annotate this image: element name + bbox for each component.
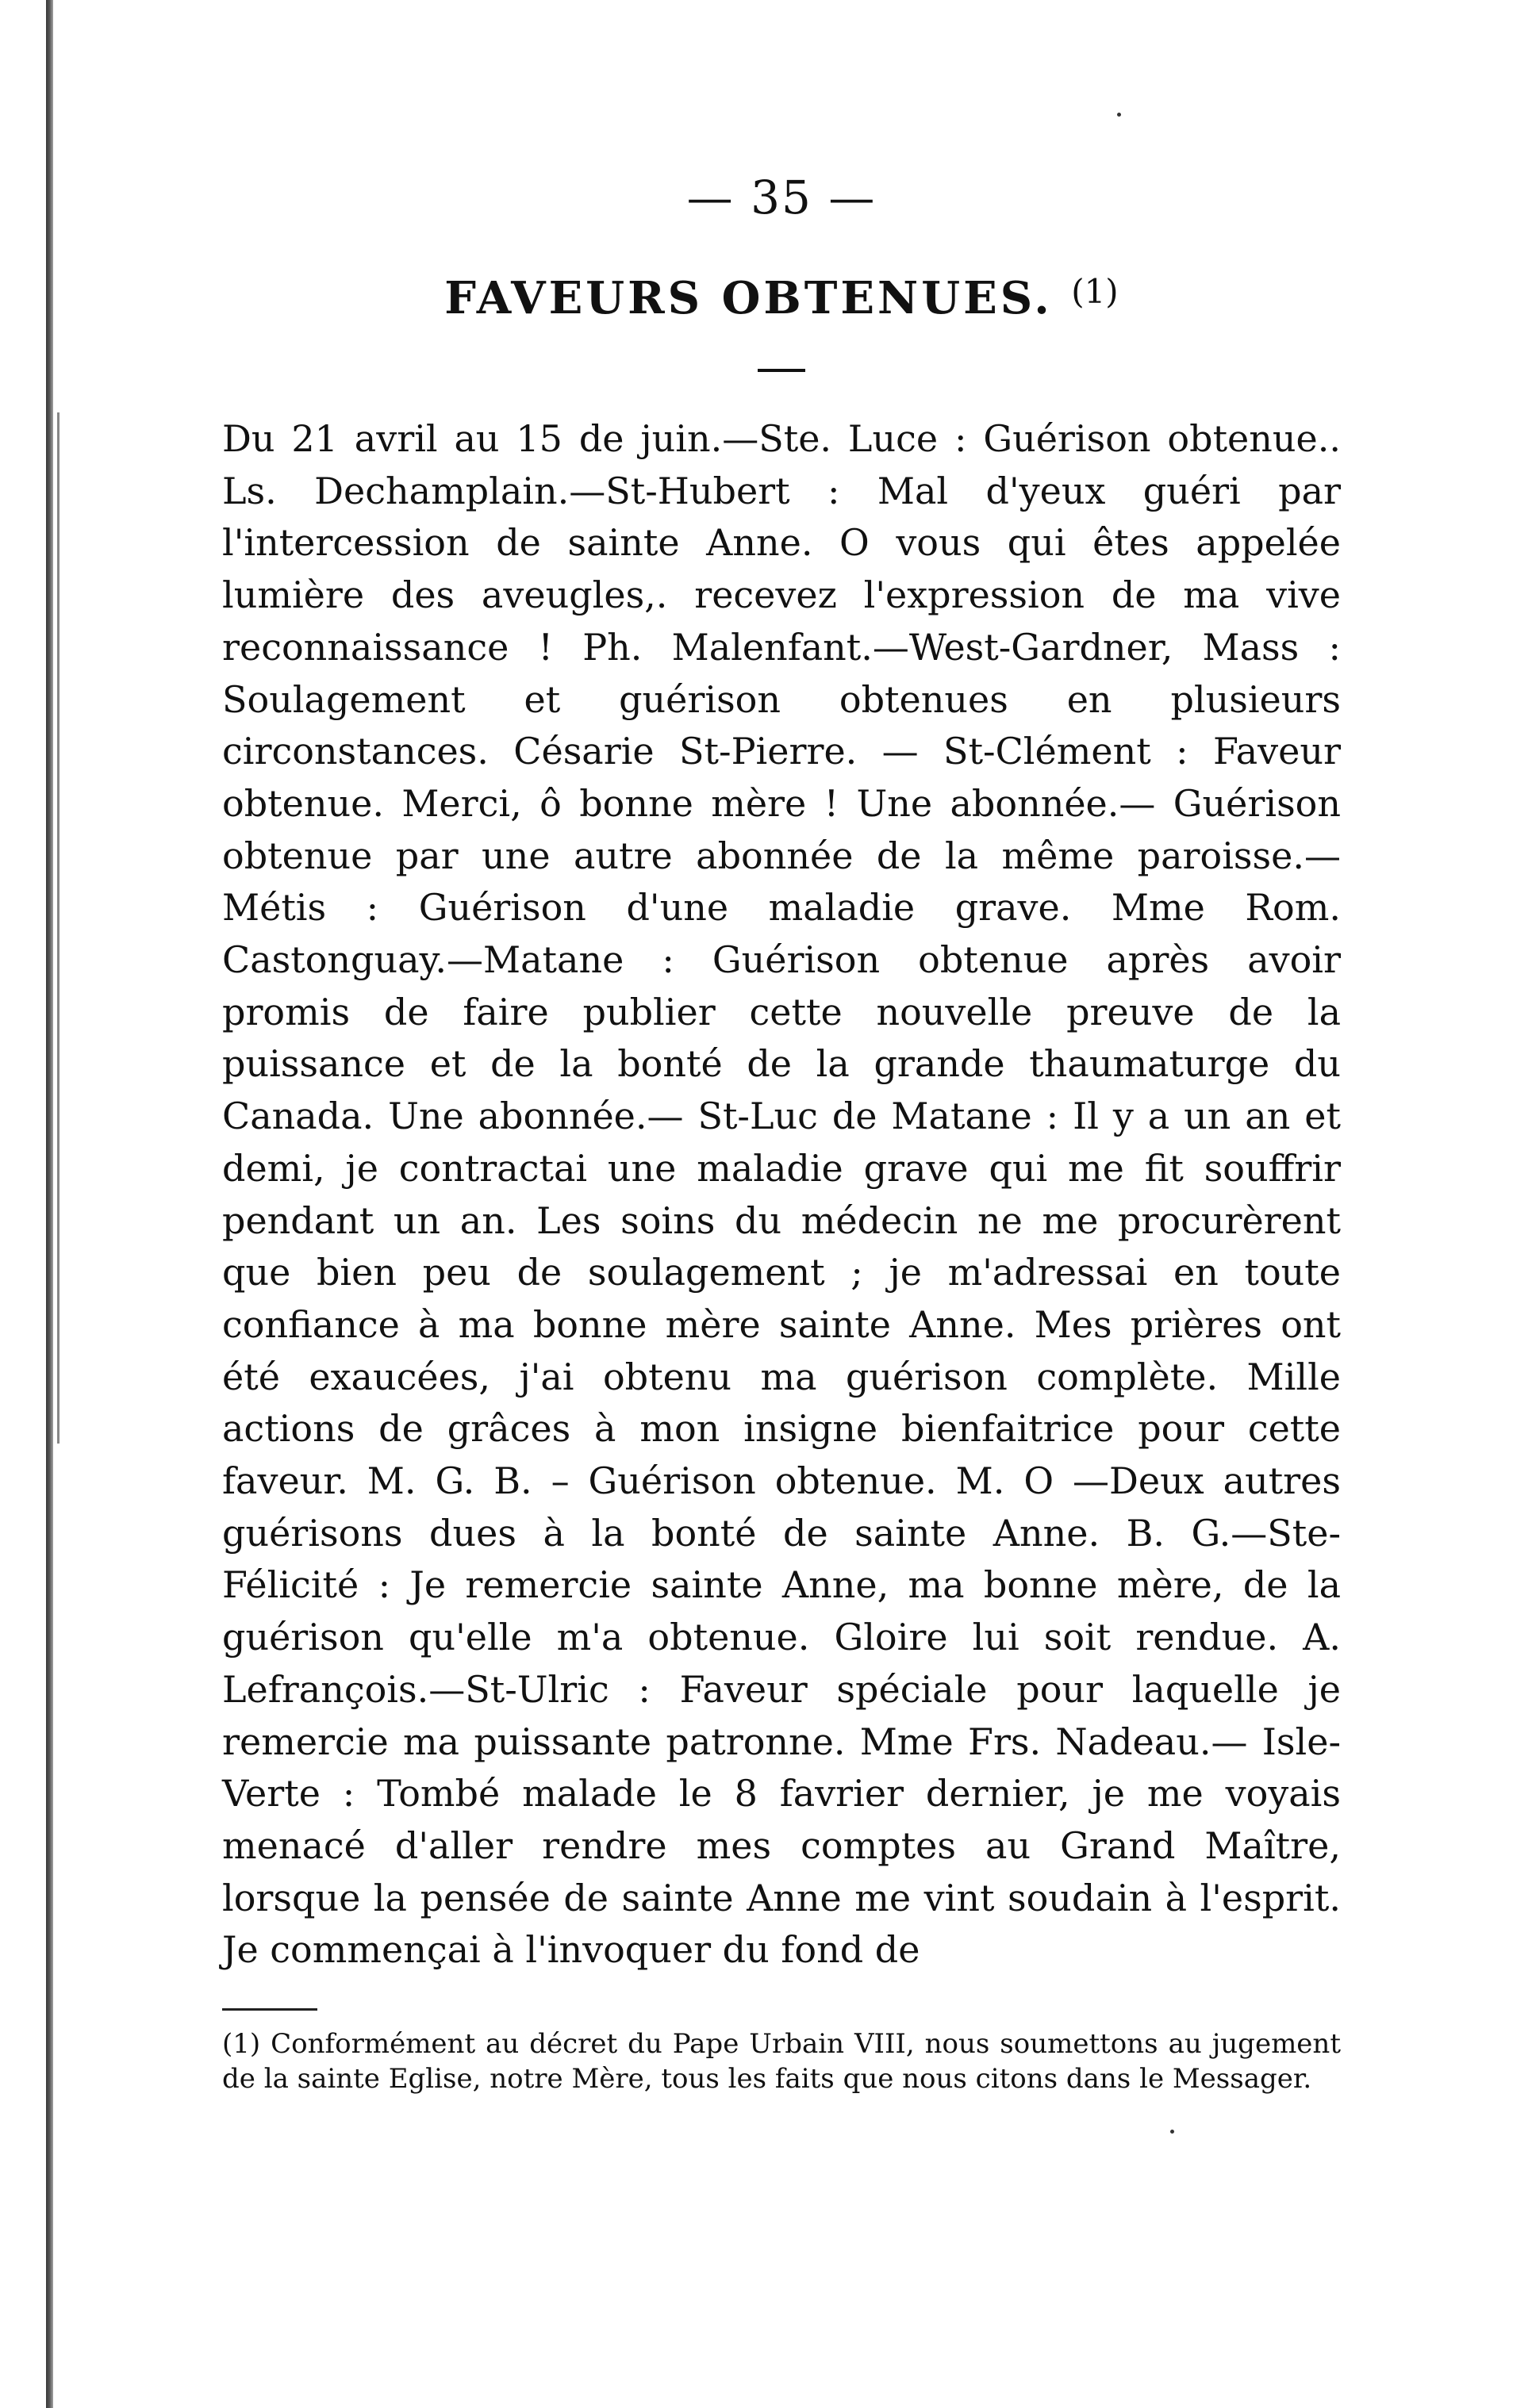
footnote-marker: (1) — [1071, 272, 1119, 311]
footnote: (1) Conformément au décret du Pape Urbain VIII, nous soumettons au jugement de la sainte Eglise, notre Mère, tous les faits que nous citons dans le Messager. — [222, 2028, 1341, 2095]
footnote-divider — [222, 2008, 317, 2011]
page-number: — 35 — — [686, 171, 877, 224]
document-page — [222, 171, 1341, 2096]
page-binding-edge — [46, 0, 53, 2408]
body-paragraph: Du 21 avril au 15 de juin.—Ste. Luce : Guérison obtenue.. Ls. Dechamplain.—St-Hubert : Mal d'yeux guéri par l'intercession de sainte Anne. O vous qui êtes appelée lumière des aveugles,. recevez l'expression de ma vive reconnaissance ! Ph. Malenfant.—West-Gardner, Mass : Soulagement et guérison obtenues en plusieurs circonstances. Césarie St-Pierre. — St-Clément : Faveur obtenue. Merci, ô bonne mère ! Une abonnée.— Guérison obtenue par une autre abonnée de la même paroisse.— Métis : Guérison d'une maladie grave. Mme Rom. Castonguay.—Matane : Guérison obtenue après avoir promis de faire publier cette nouvelle preuve de la puissance et de la bonté de la grande thaumaturge du Canada. Une abonnée.— St-Luc de Matane : Il y a un an et demi, je contractai une maladie grave qui me fit souffrir pendant un an. Les soins du médecin ne me procurèrent que bien peu de soulagement ; je m'adressai en toute confiance à ma bonne mère sainte Anne. Mes prières ont été exaucées, j'ai obtenu ma guérison complète. Mille actions de grâces à mon insigne bienfaitrice pour cette faveur. M. G. B. – Guérison obtenue. M. O —Deux autres guérisons dues à la bonté de sainte Anne. B. G.—Ste-Félicité : Je remercie sainte Anne, ma bonne mère, de la guérison qu'elle m'a obtenue. Gloire lui soit rendue. A. Lefrançois.—St-Ulric : Faveur spéciale pour laquelle je remercie ma puissante patronne. Mme Frs. Nadeau.— Isle-Verte : Tombé malade le 8 favrier dernier, je me voyais menacé d'aller rendre mes comptes au Grand Maître, lorsque la pensée de sainte Anne me vint soudain à l'esprit. Je commençai à l'invoquer du fond de — [222, 417, 1341, 1972]
title-divider — [758, 369, 805, 372]
page-title — [222, 272, 1341, 324]
print-speck — [1117, 113, 1121, 117]
print-speck — [1170, 2130, 1174, 2134]
title-text: FAVEURS OBTENUES. — [444, 272, 1053, 324]
page-shadow-line — [57, 412, 60, 1444]
